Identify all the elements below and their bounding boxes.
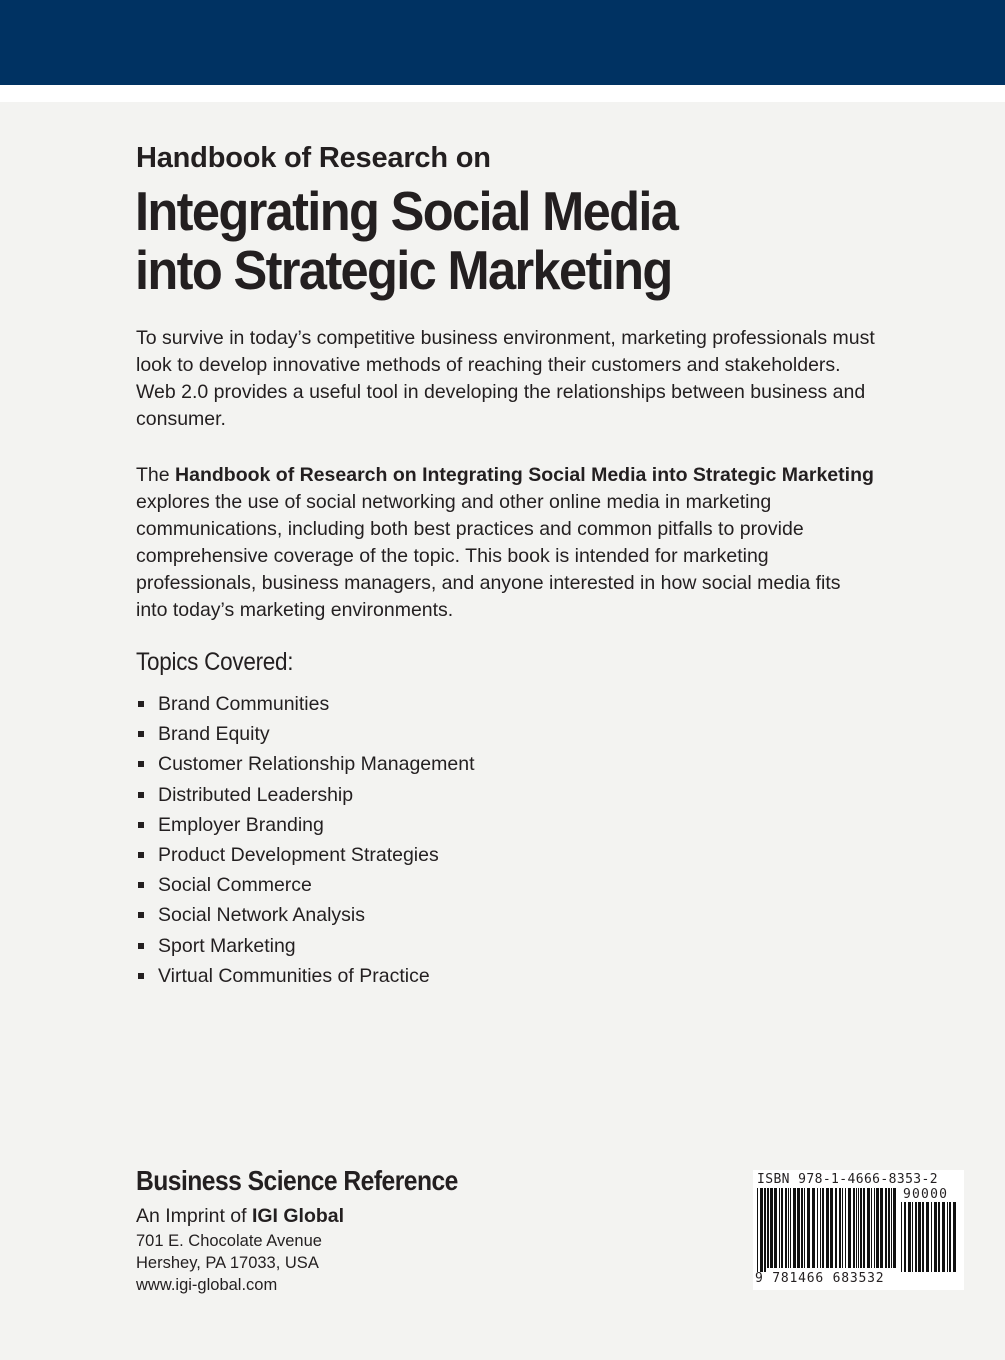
address-city: Hershey, PA 17033, USA [136, 1254, 319, 1272]
barcode-bar [817, 1188, 818, 1268]
topic-item: Distributed Leadership [136, 782, 475, 812]
barcode-bar [807, 1188, 810, 1268]
top-color-band [0, 0, 1005, 85]
topics-list [136, 691, 475, 993]
barcode-bar [858, 1188, 859, 1268]
barcode-bar [893, 1188, 896, 1268]
barcode-bar [891, 1188, 892, 1268]
paragraph-2-rest: explores the use of social networking and other online media in marketing communications, including both best practices and common pitfalls to provide comprehensive coverage of the topic. This book is intended for marketing professionals, business managers, and anyone interested in how social media fits into today’s marketing environments. [136, 491, 841, 621]
barcode-bar [790, 1188, 791, 1268]
barcode-bar [856, 1188, 857, 1268]
barcode-bar [757, 1188, 758, 1272]
barcode-bar [926, 1202, 929, 1272]
barcode-bar [760, 1188, 763, 1272]
barcode-bar [876, 1188, 879, 1268]
barcode-bar [853, 1188, 855, 1268]
topic-item: Virtual Communities of Practice [136, 963, 475, 993]
barcode-bar [848, 1188, 851, 1268]
imprint-prefix: An Imprint of [136, 1205, 252, 1227]
barcode-bar [839, 1188, 841, 1268]
barcode-number: 9 781466 683532 [755, 1271, 885, 1286]
barcode-bar [793, 1188, 796, 1268]
isbn-barcode [753, 1170, 964, 1290]
barcode-bar [845, 1188, 846, 1268]
barcode-bar [901, 1202, 902, 1272]
barcode-bar [871, 1188, 872, 1268]
barcode-bar [922, 1202, 924, 1272]
barcode-bar [888, 1188, 890, 1268]
barcode-bar [788, 1188, 789, 1268]
barcode-bar [830, 1188, 833, 1268]
barcode-bar [822, 1188, 824, 1268]
barcode-bar [820, 1188, 821, 1268]
topic-item: Social Commerce [136, 872, 475, 902]
address-street: 701 E. Chocolate Avenue [136, 1232, 322, 1250]
barcode-bar [842, 1188, 843, 1268]
barcode-bar [874, 1188, 875, 1268]
barcode-bar [860, 1188, 862, 1268]
barcode-bar [942, 1202, 945, 1272]
barcode-bar [774, 1188, 777, 1268]
barcode-bar [797, 1188, 800, 1268]
barcode-addon-number: 90000 [903, 1187, 949, 1202]
isbn-label: ISBN 978-1-4666-8353-2 [757, 1172, 938, 1187]
barcode-bar [764, 1188, 766, 1272]
publisher-website: www.igi-global.com [136, 1276, 278, 1294]
barcode-bar [912, 1202, 913, 1272]
barcode-bar [938, 1202, 940, 1272]
book-title-line-1: Integrating Social Media [135, 180, 678, 242]
barcode-bar [915, 1202, 917, 1272]
barcode-bar [904, 1202, 906, 1272]
barcode-bar [934, 1202, 937, 1272]
topic-item: Customer Relationship Management [136, 751, 475, 781]
barcode-bar [947, 1202, 948, 1272]
description-paragraph-1: To survive in today’s competitive business environment, marketing professionals must look to develop innovative methods of reaching their customers and stakeholders. Web 2.0 provides a useful tool in developing the relationships between business and consumer. [136, 327, 875, 430]
barcode-bar [767, 1188, 769, 1268]
topics-heading: Topics Covered: [136, 648, 294, 676]
imprint-company: IGI Global [251, 1205, 345, 1227]
barcode-bar [867, 1188, 870, 1268]
barcode-bar [918, 1202, 921, 1272]
barcode-bar [781, 1188, 783, 1268]
topic-item: Brand Communities [136, 691, 475, 721]
barcode-bar [826, 1188, 829, 1268]
barcode-bar [953, 1202, 956, 1272]
barcode-bar [770, 1188, 773, 1268]
topic-item: Brand Equity [136, 721, 475, 751]
imprint-line [136, 1205, 344, 1228]
paragraph-2-book-name: Handbook of Research on Integrating Social Media into Strategic Marketing [175, 464, 874, 486]
barcode-bar [801, 1188, 803, 1268]
barcode-bar [835, 1188, 837, 1268]
barcode-bar [880, 1188, 883, 1268]
addon-barcode-bars [901, 1202, 959, 1272]
description-paragraph-2 [136, 462, 876, 624]
barcode-bar [804, 1188, 805, 1268]
barcode-bar [885, 1188, 887, 1268]
ean-barcode-bars [757, 1188, 897, 1272]
publisher-name: Business Science Reference [136, 1165, 458, 1196]
topic-item: Product Development Strategies [136, 842, 475, 872]
barcode-bar [785, 1188, 787, 1268]
topic-item: Social Network Analysis [136, 902, 475, 932]
paragraph-2-lead: The [136, 464, 176, 486]
topic-item: Employer Branding [136, 812, 475, 842]
series-title: Handbook of Research on [136, 142, 491, 174]
book-title [135, 182, 677, 300]
barcode-bar [779, 1188, 780, 1268]
barcode-bar [949, 1202, 951, 1272]
book-title-line-2: into Strategic Marketing [135, 239, 672, 301]
barcode-bar [812, 1188, 815, 1268]
topic-item: Sport Marketing [136, 933, 475, 963]
barcode-bar [908, 1202, 911, 1272]
barcode-bar [863, 1188, 865, 1268]
barcode-bar [931, 1202, 932, 1272]
